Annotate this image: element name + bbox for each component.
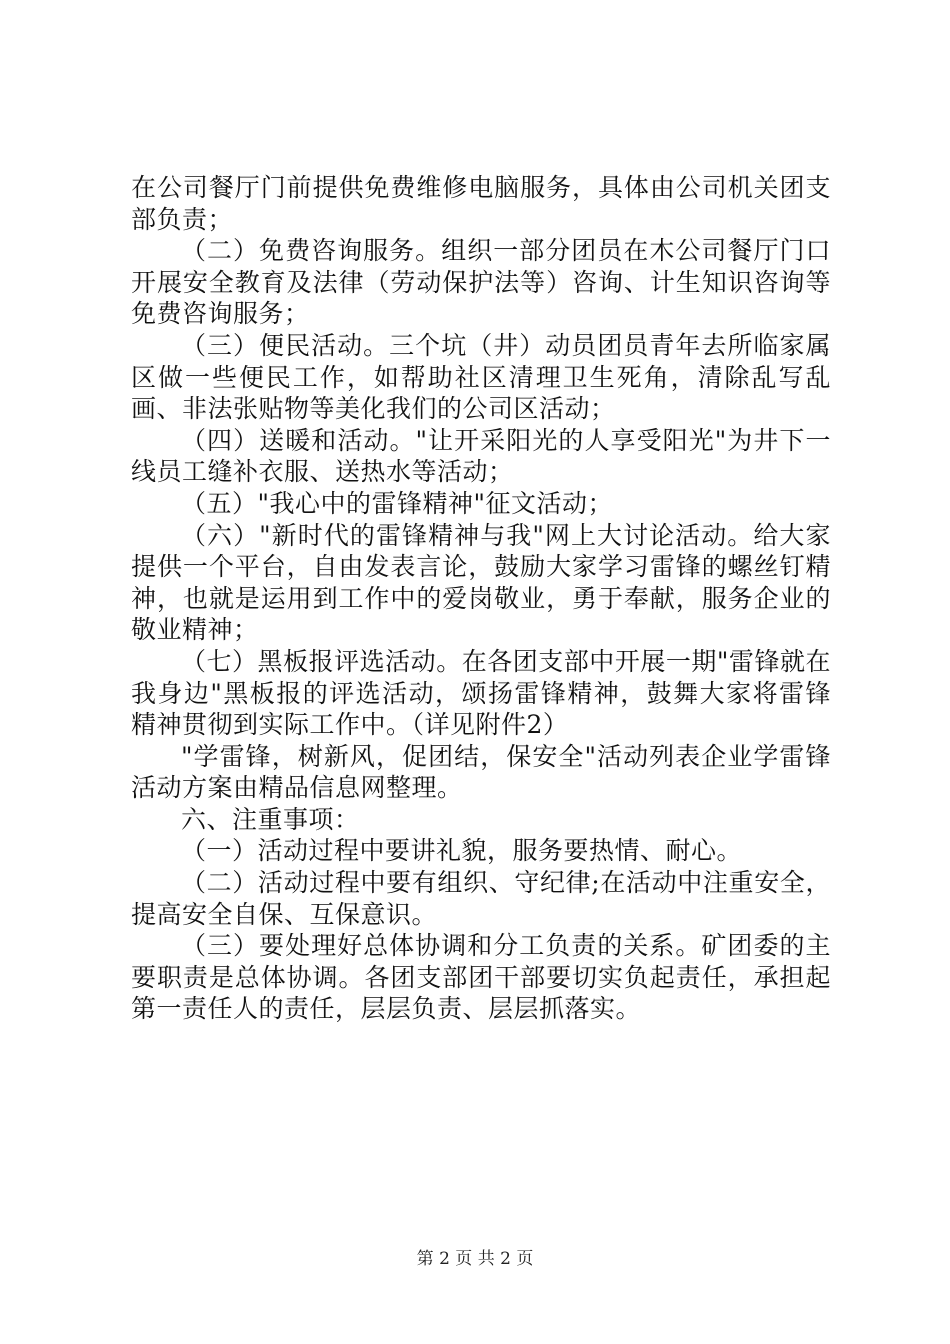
paragraph: 在公司餐厅门前提供免费维修电脑服务，具体由公司机关团支部负责； [131,173,831,234]
paragraph: （二）活动过程中要有组织、守纪律;在活动中注重安全，提高安全自保、互保意识。 [131,868,831,929]
document-body [131,172,831,1025]
section-heading: 六、注重事项： [181,804,360,834]
paragraph: （五）"我心中的雷锋精神"征文活动； [181,488,613,518]
paragraph: （七）黑板报评选活动。在各团支部中开展一期"雷锋就在我身边"黑板报的评选活动，颂扬雷锋精神，鼓舞大家将雷锋精神贯彻到实际工作中。（详见附件2） [131,646,831,740]
paragraph: （三）便民活动。三个坑（井）动员团员青年去所临家属区做一些便民工作，如帮助社区清理卫生死角，清除乱写乱画、非法张贴物等美化我们的公司区活动； [131,330,831,424]
paragraph: （三）要处理好总体协调和分工负责的关系。矿团委的主要职责是总体协调。各团支部团干部要切实负起责任，承担起第一责任人的责任，层层负责、层层抓落实。 [131,931,831,1024]
paragraph: （六）"新时代的雷锋精神与我"网上大讨论活动。给大家提供一个平台，自由发表言论，鼓励大家学习雷锋的螺丝钉精神，也就是运用到工作中的爱岗敬业，勇于奉献，服务企业的敬业精神； [131,520,831,645]
paragraph: "学雷锋，树新风，促团结，保安全"活动列表企业学雷锋活动方案由精品信息网整理。 [131,741,831,803]
paragraph: （一）活动过程中要讲礼貌，服务要热情、耐心。 [181,836,743,866]
paragraph: （四）送暖和活动。"让开采阳光的人享受阳光"为井下一线员工缝补衣服、送热水等活动； [131,425,831,487]
page-number-footer: 第 2 页 共 2 页 [416,1249,534,1269]
paragraph: （二）免费咨询服务。组织一部分团员在木公司餐厅门口开展安全教育及法律（劳动保护法等）咨询、计生知识咨询等免费咨询服务； [131,236,831,329]
